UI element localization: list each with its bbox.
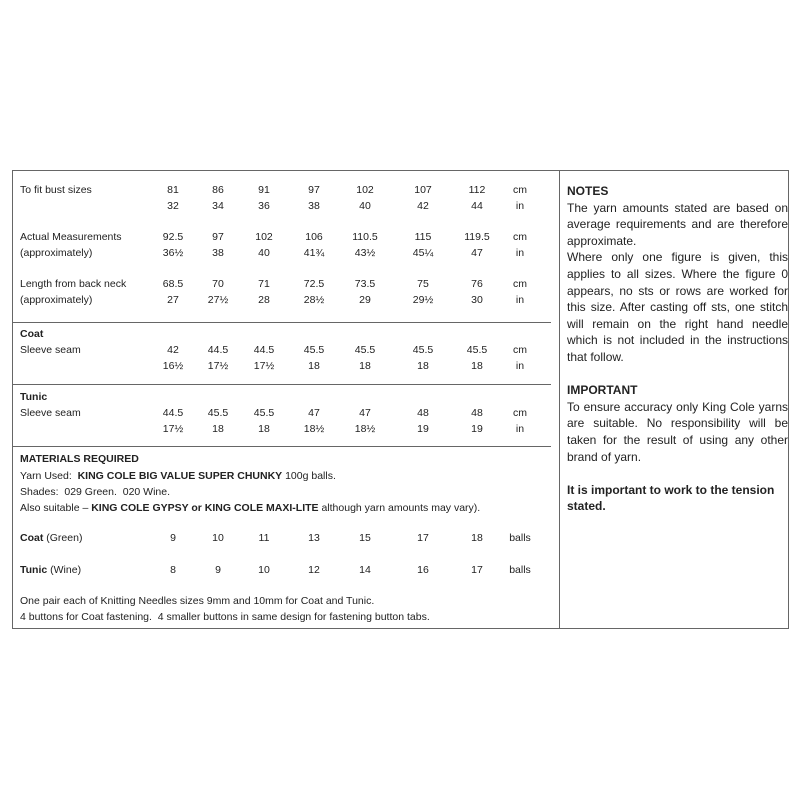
yarn-prefix: Yarn Used:: [20, 470, 78, 482]
value-cell: 14: [359, 564, 371, 576]
value-cell: 40: [258, 247, 270, 259]
value-cell: 47: [359, 407, 371, 419]
unit-cell: cm: [513, 231, 527, 243]
column-divider: [559, 170, 560, 629]
value-cell: 107: [414, 184, 432, 196]
value-cell: 8: [170, 564, 176, 576]
value-cell: 18: [258, 423, 270, 435]
needles-line: One pair each of Knitting Needles sizes 9mm and 10mm for Coat and Tunic.: [20, 595, 375, 607]
row-label: (approximately): [20, 247, 93, 259]
notes-paragraph: The yarn amounts stated are based on average requirements and are therefore approximate.: [567, 200, 788, 248]
section-heading: Tunic: [20, 391, 48, 403]
value-cell: 44.5: [253, 344, 275, 356]
tension-note: It is important to work to the tension stated.: [567, 482, 775, 514]
value-cell: 17: [471, 564, 483, 576]
row-label: Sleeve seam: [20, 407, 81, 419]
value-cell: 110.5: [352, 231, 378, 243]
value-cell: 81: [167, 184, 179, 196]
value-cell: 18: [359, 360, 371, 372]
value-cell: 97: [308, 184, 320, 196]
value-cell: 9: [170, 532, 176, 544]
value-cell: 41¾: [303, 247, 325, 259]
value-cell: 13: [308, 532, 320, 544]
row-label: (approximately): [20, 294, 93, 306]
value-cell: 16½: [162, 360, 184, 372]
value-cell: 45.5: [412, 344, 434, 356]
value-cell: 18: [308, 360, 320, 372]
garment-name: Tunic: [20, 564, 48, 576]
value-cell: 19: [471, 423, 483, 435]
row-label: Length from back neck: [20, 278, 127, 290]
value-cell: 17½: [253, 360, 275, 372]
notes-panel: [567, 183, 788, 515]
balls-row-label: [20, 564, 81, 577]
value-cell: 17½: [207, 360, 229, 372]
shades-line: Shades: 029 Green. 020 Wine.: [20, 486, 171, 498]
important-text: To ensure accuracy only King Cole yarns are suitable. No responsibility will be taken for the result of using any other brand of yarn.: [567, 399, 788, 464]
garment-colour: (Green): [43, 532, 83, 544]
value-cell: 76: [471, 278, 483, 290]
value-cell: 10: [212, 532, 224, 544]
unit-cell: in: [515, 423, 525, 435]
value-cell: 71: [258, 278, 270, 290]
value-cell: 9: [215, 564, 221, 576]
value-cell: 27: [167, 294, 179, 306]
value-cell: 92.5: [162, 231, 184, 243]
value-cell: 119.5: [464, 231, 490, 243]
value-cell: 86: [212, 184, 224, 196]
row-label: To fit bust sizes: [20, 184, 92, 196]
value-cell: 48: [471, 407, 483, 419]
value-cell: 45¼: [412, 247, 434, 259]
row-label: Sleeve seam: [20, 344, 81, 356]
value-cell: 97: [212, 231, 224, 243]
also-prefix: Also suitable –: [20, 502, 92, 514]
value-cell: 36: [258, 200, 270, 212]
value-cell: 102: [356, 184, 374, 196]
value-cell: 28½: [303, 294, 325, 306]
value-cell: 18½: [303, 423, 325, 435]
value-cell: 29½: [412, 294, 434, 306]
divider-line: [12, 322, 551, 323]
value-cell: 75: [417, 278, 429, 290]
unit-cell: cm: [513, 278, 527, 290]
value-cell: 42: [167, 344, 179, 356]
divider-line: [12, 446, 551, 447]
yarn-suffix: 100g balls.: [282, 470, 336, 482]
value-cell: 32: [167, 200, 179, 212]
value-cell: 34: [212, 200, 224, 212]
value-cell: 30: [471, 294, 483, 306]
value-cell: 68.5: [162, 278, 184, 290]
unit-cell: cm: [513, 184, 527, 196]
buttons-line: 4 buttons for Coat fastening. 4 smaller buttons in same design for fastening button tabs.: [20, 611, 430, 623]
value-cell: 45.5: [466, 344, 488, 356]
yarn-name: KING COLE BIG VALUE SUPER CHUNKY: [77, 470, 283, 482]
unit-cell: balls: [509, 564, 531, 576]
yarn-line: [20, 470, 336, 483]
value-cell: 47: [471, 247, 483, 259]
value-cell: 45.5: [253, 407, 275, 419]
value-cell: 115: [414, 231, 432, 243]
value-cell: 15: [359, 532, 371, 544]
garment-name: Coat: [20, 532, 44, 544]
unit-cell: in: [515, 247, 525, 259]
value-cell: 45.5: [354, 344, 376, 356]
value-cell: 40: [359, 200, 371, 212]
value-cell: 73.5: [354, 278, 376, 290]
value-cell: 43½: [354, 247, 376, 259]
unit-cell: in: [515, 360, 525, 372]
value-cell: 102: [255, 231, 273, 243]
value-cell: 106: [305, 231, 323, 243]
value-cell: 42: [417, 200, 429, 212]
value-cell: 38: [308, 200, 320, 212]
value-cell: 18½: [354, 423, 376, 435]
value-cell: 18: [471, 532, 483, 544]
value-cell: 38: [212, 247, 224, 259]
row-label: Actual Measurements: [20, 231, 122, 243]
value-cell: 18: [212, 423, 224, 435]
value-cell: 10: [258, 564, 270, 576]
value-cell: 44: [471, 200, 483, 212]
divider-line: [12, 384, 551, 385]
value-cell: 27½: [207, 294, 229, 306]
value-cell: 45.5: [207, 407, 229, 419]
also-suffix: although yarn amounts may vary).: [318, 502, 481, 514]
also-suitable-line: [20, 502, 480, 515]
value-cell: 48: [417, 407, 429, 419]
value-cell: 47: [308, 407, 320, 419]
unit-cell: in: [515, 294, 525, 306]
unit-cell: in: [515, 200, 525, 212]
value-cell: 19: [417, 423, 429, 435]
section-heading: MATERIALS REQUIRED: [20, 453, 139, 465]
alt-yarns: KING COLE GYPSY or KING COLE MAXI-LITE: [91, 502, 319, 514]
value-cell: 18: [417, 360, 429, 372]
important-heading: IMPORTANT: [567, 383, 638, 398]
value-cell: 44.5: [207, 344, 229, 356]
garment-colour: (Wine): [47, 564, 82, 576]
unit-cell: cm: [513, 344, 527, 356]
value-cell: 70: [212, 278, 224, 290]
value-cell: 45.5: [303, 344, 325, 356]
value-cell: 16: [417, 564, 429, 576]
notes-heading: NOTES: [567, 184, 609, 198]
value-cell: 72.5: [303, 278, 325, 290]
section-heading: Coat: [20, 328, 44, 340]
value-cell: 18: [471, 360, 483, 372]
value-cell: 17: [417, 532, 429, 544]
value-cell: 44.5: [162, 407, 184, 419]
balls-row-label: [20, 532, 82, 545]
value-cell: 36½: [162, 247, 184, 259]
value-cell: 112: [468, 184, 486, 196]
unit-cell: balls: [509, 532, 531, 544]
value-cell: 29: [359, 294, 371, 306]
value-cell: 12: [308, 564, 320, 576]
value-cell: 28: [258, 294, 270, 306]
value-cell: 11: [258, 532, 270, 544]
value-cell: 17½: [162, 423, 184, 435]
unit-cell: cm: [513, 407, 527, 419]
value-cell: 91: [258, 184, 270, 196]
notes-paragraph: Where only one figure is given, this applies to all sizes. Where the figure 0 appears, no sts or rows are worked for this size. After casting off sts, one stitch will remain on the right hand needle which is not included in the instructions that follow.: [567, 250, 788, 364]
